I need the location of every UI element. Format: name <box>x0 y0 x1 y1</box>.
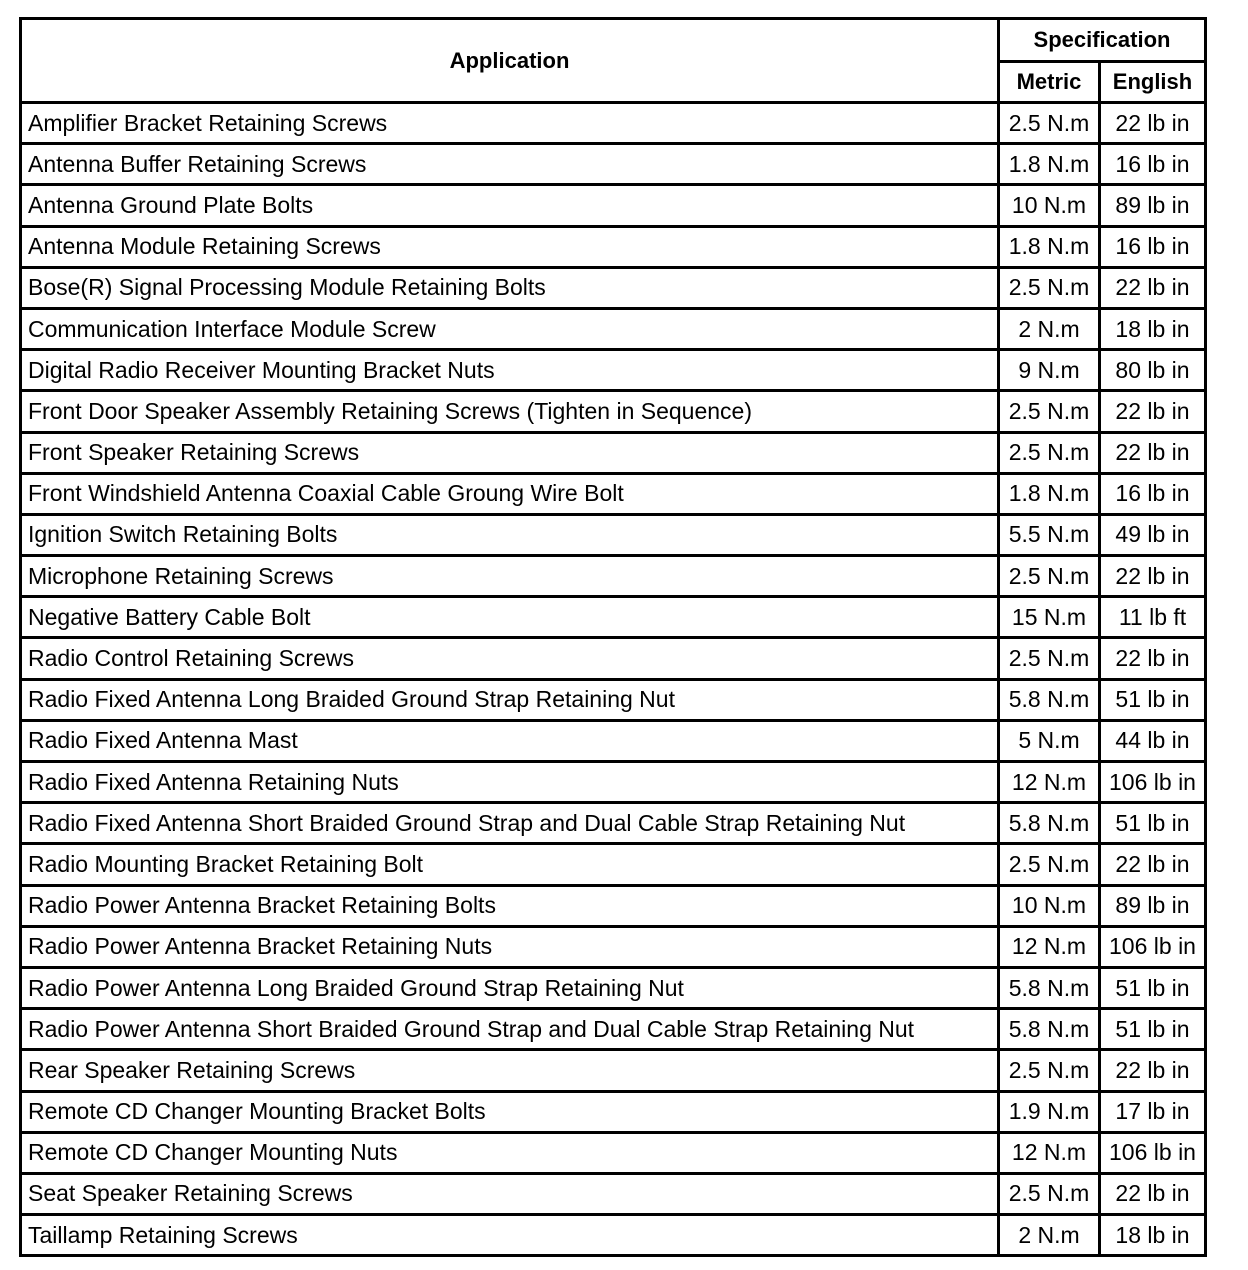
metric-cell: 10 N.m <box>999 185 1100 226</box>
application-cell: Bose(R) Signal Processing Module Retaining Bolts <box>21 267 999 308</box>
english-cell: 11 lb ft <box>1100 597 1206 638</box>
table-row <box>21 1050 1206 1091</box>
application-cell: Radio Power Antenna Long Braided Ground Strap Retaining Nut <box>21 967 999 1008</box>
table-row <box>21 350 1206 391</box>
table-row <box>21 638 1206 679</box>
table-row <box>21 679 1206 720</box>
application-cell: Microphone Retaining Screws <box>21 556 999 597</box>
table-row <box>21 1091 1206 1132</box>
metric-cell: 10 N.m <box>999 885 1100 926</box>
english-cell: 17 lb in <box>1100 1091 1206 1132</box>
english-cell: 106 lb in <box>1100 1132 1206 1173</box>
application-cell: Antenna Ground Plate Bolts <box>21 185 999 226</box>
table-row <box>21 1173 1206 1214</box>
english-cell: 51 lb in <box>1100 803 1206 844</box>
metric-cell: 12 N.m <box>999 762 1100 803</box>
table-row <box>21 144 1206 185</box>
application-cell: Radio Power Antenna Bracket Retaining Bolts <box>21 885 999 926</box>
metric-cell: 2.5 N.m <box>999 556 1100 597</box>
table-row <box>21 308 1206 349</box>
table-row <box>21 1132 1206 1173</box>
table-row <box>21 762 1206 803</box>
application-cell: Front Door Speaker Assembly Retaining Screws (Tighten in Sequence) <box>21 391 999 432</box>
english-cell: 51 lb in <box>1100 1009 1206 1050</box>
english-header: English <box>1100 62 1206 103</box>
metric-cell: 2.5 N.m <box>999 432 1100 473</box>
table-row <box>21 556 1206 597</box>
table-row <box>21 391 1206 432</box>
table-row <box>21 885 1206 926</box>
application-cell: Digital Radio Receiver Mounting Bracket Nuts <box>21 350 999 391</box>
metric-cell: 9 N.m <box>999 350 1100 391</box>
metric-cell: 12 N.m <box>999 1132 1100 1173</box>
english-cell: 16 lb in <box>1100 473 1206 514</box>
english-cell: 80 lb in <box>1100 350 1206 391</box>
metric-cell: 1.8 N.m <box>999 473 1100 514</box>
application-cell: Remote CD Changer Mounting Nuts <box>21 1132 999 1173</box>
application-cell: Radio Fixed Antenna Short Braided Ground Strap and Dual Cable Strap Retaining Nut <box>21 803 999 844</box>
table-row <box>21 720 1206 761</box>
application-cell: Front Speaker Retaining Screws <box>21 432 999 473</box>
application-cell: Radio Power Antenna Short Braided Ground Strap and Dual Cable Strap Retaining Nut <box>21 1009 999 1050</box>
table-row <box>21 226 1206 267</box>
application-cell: Radio Fixed Antenna Long Braided Ground Strap Retaining Nut <box>21 679 999 720</box>
metric-cell: 2.5 N.m <box>999 638 1100 679</box>
english-cell: 22 lb in <box>1100 844 1206 885</box>
table-row <box>21 103 1206 144</box>
metric-cell: 5 N.m <box>999 720 1100 761</box>
metric-cell: 1.9 N.m <box>999 1091 1100 1132</box>
metric-cell: 1.8 N.m <box>999 226 1100 267</box>
application-cell: Front Windshield Antenna Coaxial Cable Groung Wire Bolt <box>21 473 999 514</box>
application-cell: Seat Speaker Retaining Screws <box>21 1173 999 1214</box>
english-cell: 18 lb in <box>1100 1215 1206 1256</box>
table-row <box>21 185 1206 226</box>
table-row <box>21 844 1206 885</box>
english-cell: 51 lb in <box>1100 679 1206 720</box>
table-row <box>21 1215 1206 1256</box>
metric-cell: 2.5 N.m <box>999 844 1100 885</box>
application-cell: Radio Power Antenna Bracket Retaining Nuts <box>21 926 999 967</box>
metric-cell: 2.5 N.m <box>999 391 1100 432</box>
specification-header: Specification <box>999 19 1206 62</box>
application-cell: Antenna Module Retaining Screws <box>21 226 999 267</box>
metric-cell: 5.8 N.m <box>999 679 1100 720</box>
table-row <box>21 267 1206 308</box>
metric-cell: 5.8 N.m <box>999 1009 1100 1050</box>
english-cell: 89 lb in <box>1100 885 1206 926</box>
english-cell: 22 lb in <box>1100 1050 1206 1091</box>
table-row <box>21 926 1206 967</box>
application-cell: Radio Fixed Antenna Retaining Nuts <box>21 762 999 803</box>
metric-header: Metric <box>999 62 1100 103</box>
table-row <box>21 1009 1206 1050</box>
application-cell: Radio Fixed Antenna Mast <box>21 720 999 761</box>
table-row <box>21 514 1206 555</box>
metric-cell: 2 N.m <box>999 308 1100 349</box>
application-cell: Negative Battery Cable Bolt <box>21 597 999 638</box>
metric-cell: 15 N.m <box>999 597 1100 638</box>
english-cell: 22 lb in <box>1100 391 1206 432</box>
application-cell: Taillamp Retaining Screws <box>21 1215 999 1256</box>
english-cell: 22 lb in <box>1100 432 1206 473</box>
metric-cell: 2 N.m <box>999 1215 1100 1256</box>
table-body <box>21 103 1206 1256</box>
table-row <box>21 473 1206 514</box>
english-cell: 16 lb in <box>1100 144 1206 185</box>
metric-cell: 2.5 N.m <box>999 267 1100 308</box>
english-cell: 22 lb in <box>1100 103 1206 144</box>
english-cell: 44 lb in <box>1100 720 1206 761</box>
english-cell: 106 lb in <box>1100 762 1206 803</box>
metric-cell: 2.5 N.m <box>999 1050 1100 1091</box>
application-cell: Radio Control Retaining Screws <box>21 638 999 679</box>
english-cell: 18 lb in <box>1100 308 1206 349</box>
application-cell: Amplifier Bracket Retaining Screws <box>21 103 999 144</box>
english-cell: 16 lb in <box>1100 226 1206 267</box>
metric-cell: 12 N.m <box>999 926 1100 967</box>
english-cell: 22 lb in <box>1100 267 1206 308</box>
torque-spec-table <box>19 17 1207 1257</box>
metric-cell: 5.5 N.m <box>999 514 1100 555</box>
table-row <box>21 432 1206 473</box>
application-cell: Antenna Buffer Retaining Screws <box>21 144 999 185</box>
english-cell: 22 lb in <box>1100 638 1206 679</box>
english-cell: 106 lb in <box>1100 926 1206 967</box>
application-cell: Rear Speaker Retaining Screws <box>21 1050 999 1091</box>
table-row <box>21 597 1206 638</box>
application-cell: Remote CD Changer Mounting Bracket Bolts <box>21 1091 999 1132</box>
table-row <box>21 803 1206 844</box>
english-cell: 49 lb in <box>1100 514 1206 555</box>
english-cell: 22 lb in <box>1100 556 1206 597</box>
application-cell: Ignition Switch Retaining Bolts <box>21 514 999 555</box>
table-header <box>21 19 1206 103</box>
metric-cell: 2.5 N.m <box>999 103 1100 144</box>
application-cell: Radio Mounting Bracket Retaining Bolt <box>21 844 999 885</box>
english-cell: 89 lb in <box>1100 185 1206 226</box>
metric-cell: 5.8 N.m <box>999 803 1100 844</box>
application-cell: Communication Interface Module Screw <box>21 308 999 349</box>
metric-cell: 2.5 N.m <box>999 1173 1100 1214</box>
english-cell: 51 lb in <box>1100 967 1206 1008</box>
metric-cell: 5.8 N.m <box>999 967 1100 1008</box>
application-header: Application <box>21 19 999 103</box>
table-row <box>21 967 1206 1008</box>
english-cell: 22 lb in <box>1100 1173 1206 1214</box>
metric-cell: 1.8 N.m <box>999 144 1100 185</box>
